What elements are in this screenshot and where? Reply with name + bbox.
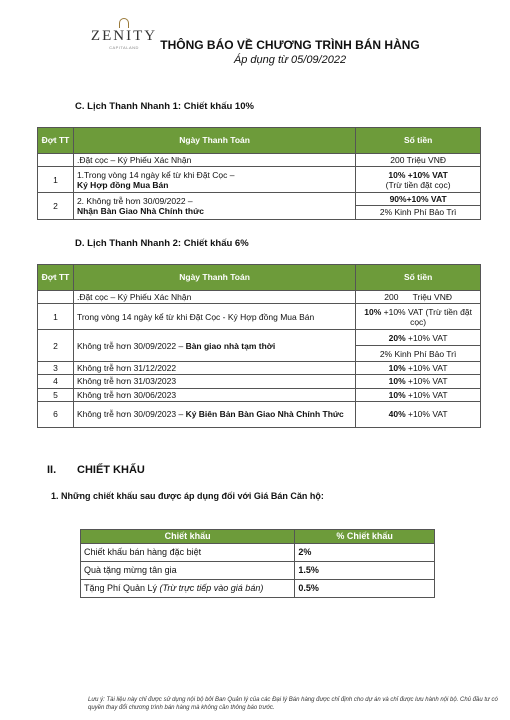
table-row: Chiết khấu bán hàng đặc biệt 2% [81,543,435,561]
discount-intro: 1. Những chiết khấu sau được áp dụng đối với Giá Bán Căn hộ: [51,491,324,501]
footer-note: Lưu ý: Tài liệu này chỉ được sử dụng nội bộ bởi Ban Quản lý của các Đại lý Bán hàng được chỉ định cho dự án và chỉ được lưu hành nội bộ. Chủ đầu tư có quyền thay đổi chương trình bán hàng mà không cần thông báo trước. [88,697,498,711]
table-row: 3 Không trễ hơn 31/12/2022 10% +10% VAT [38,362,481,375]
payment-table-1 [37,127,481,220]
header-cell: Đợt TT [38,128,74,154]
header-cell: Ngày Thanh Toán [73,128,355,154]
table-row: 2 Không trễ hơn 30/09/2022 – Bàn giao nhà tạm thời 20% +10% VAT [38,330,481,346]
table-row: .Đặt cọc – Ký Phiếu Xác Nhận 200 Triệu VNĐ [38,154,481,167]
table-row: 1 1.Trong vòng 14 ngày kể từ khi Đặt Cọc – Ký Hợp đồng Mua Bán 10% +10% VAT (Trừ tiền đặt cọc) [38,167,481,193]
table-row: 5 Không trễ hơn 30/06/2023 10% +10% VAT [38,388,481,401]
section-ii-heading: II. CHIẾT KHẤU [47,464,145,476]
page-title: THÔNG BÁO VỀ CHƯƠNG TRÌNH BÁN HÀNG [160,38,420,52]
table-row: Quà tặng mừng tân gia 1.5% [81,561,435,579]
header-cell: Số tiền [356,265,481,291]
table-row: 6 Không trễ hơn 30/09/2023 – Ký Biên Bản Bàn Giao Nhà Chính Thức 40% +10% VAT [38,401,481,427]
header-cell: % Chiết khấu [295,530,435,544]
header-cell: Chiết khấu [81,530,295,544]
logo-tagline: CAPITALAND [109,45,139,50]
section-c-heading: C. Lịch Thanh Nhanh 1: Chiết khấu 10% [75,101,254,112]
table-row: 2% Kinh Phí Bảo Trì [38,206,481,219]
table-row: Tặng Phí Quản Lý (Trừ trực tiếp vào giá bán) 0.5% [81,579,435,597]
table-row: 4 Không trễ hơn 31/03/2023 10% +10% VAT [38,375,481,388]
header-cell: Số tiền [356,128,481,154]
table-row: 1 Trong vòng 14 ngày kể từ khi Đặt Cọc - Ký Hợp đồng Mua Bán 10% +10% VAT (Trừ tiền đặt cọc) [38,304,481,330]
logo-mark-icon [64,18,184,28]
logo-name: ZENITY [90,28,158,44]
header-cell: Đợt TT [38,265,74,291]
header-cell: Ngày Thanh Toán [73,265,355,291]
table-row: 2 2. Không trễ hơn 30/09/2022 – Nhận Bàn Giao Nhà Chính thức 90%+10% VAT [38,193,481,206]
table-row: 2% Kinh Phí Bảo Trì [38,346,481,362]
section-d-heading: D. Lịch Thanh Nhanh 2: Chiết khấu 6% [75,238,249,249]
payment-table-2 [37,264,481,428]
page-subtitle: Áp dụng từ 05/09/2022 [233,54,347,66]
discount-table [80,529,435,598]
table-row: .Đặt cọc – Ký Phiếu Xác Nhận 200 Triệu VNĐ [38,291,481,304]
